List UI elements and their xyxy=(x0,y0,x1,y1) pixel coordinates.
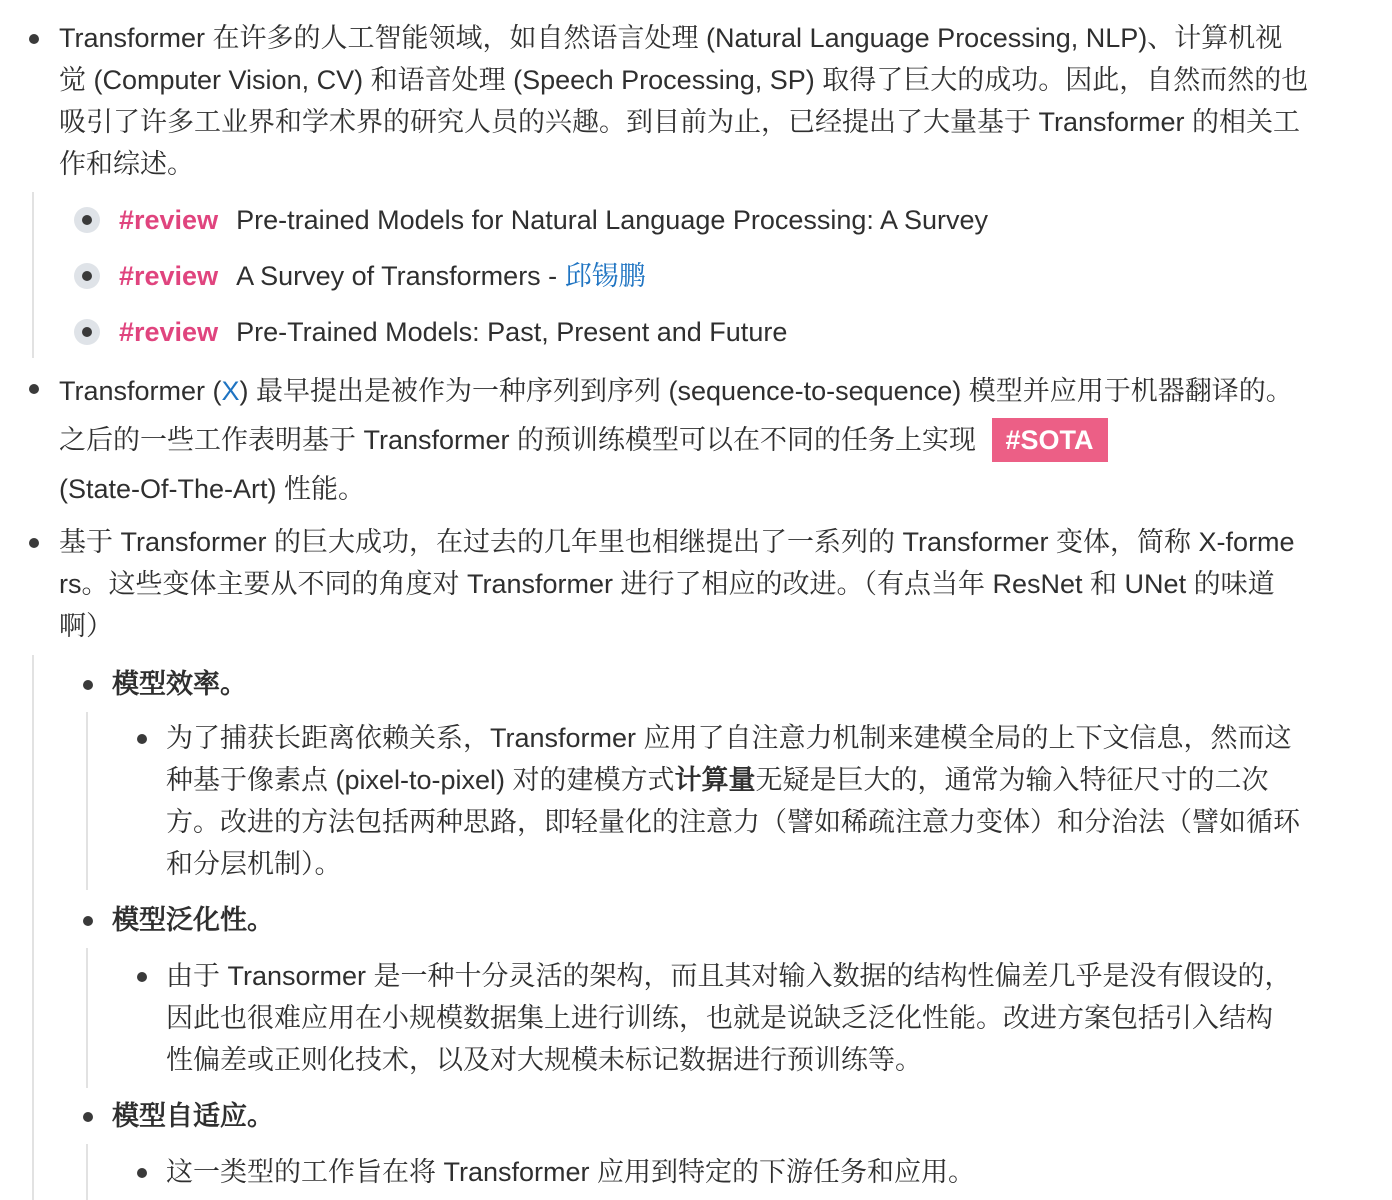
sota-tag[interactable]: #SOTA xyxy=(992,418,1108,462)
bullet-efficiency-detail xyxy=(137,734,147,744)
bullet-section-generalization xyxy=(83,916,93,926)
review-tag-1[interactable]: #review xyxy=(119,205,219,235)
efficiency-text-post: 无疑是巨大的，通常为输入特征尺寸的二次方。改进的方法包括两种思路，即轻量化的注意力（譬如稀疏注意力变体）和分治法（譬如循环和分层机制）。 xyxy=(166,765,1300,879)
bullet-generalization-detail xyxy=(137,972,147,982)
section-heading-efficiency: 模型效率。 xyxy=(112,669,247,699)
bullet-section-adaptation xyxy=(83,1112,93,1122)
variants-paragraph: 基于 Transformer 的巨大成功，在过去的几年里也相继提出了一系列的 Transformer 变体，简称 X-formers。这些变体主要从不同的角度对 Transformer 进行了相应的改进。（有点当年 ResNet 和 UNet 的味道啊） xyxy=(59,527,1295,641)
indent-guide-efficiency xyxy=(86,712,88,890)
todo-bullet-review-1[interactable] xyxy=(74,207,100,233)
indent-guide-reviews xyxy=(32,192,34,358)
review-tag-2[interactable]: #review xyxy=(119,261,219,291)
generalization-paragraph: 由于 Transormer 是一种十分灵活的架构，而且其对输入数据的结构性偏差几乎是没有假设的，因此也很难应用在小规模数据集上进行训练，也就是说缺乏泛化性能。改进方案包括引入结构性偏差或正则化技术，以及对大规模未标记数据进行预训练等。 xyxy=(166,961,1292,1075)
bullet-section-efficiency xyxy=(83,680,93,690)
review-tag-3[interactable]: #review xyxy=(119,317,219,347)
bullet-adaptation-detail xyxy=(137,1168,147,1178)
section-heading-adaptation: 模型自适应。 xyxy=(112,1101,274,1131)
indent-guide-adaptation xyxy=(86,1144,88,1200)
review-item-1 xyxy=(119,199,988,241)
efficiency-text-pre: 为了捕获长距离依赖关系，Transformer 应用了自注意力机制来建模全局的上下文信息，然而这种基于像素点 (pixel-to-pixel) 对的建模方式 xyxy=(166,723,1292,795)
intro-paragraph: Transformer 在许多的人工智能领域，如自然语言处理 (Natural Language Processing, NLP)、计算机视觉 (Computer Vision, CV) 和语音处理 (Speech Processing, SP) 取得了巨大的成功。因此，自然而然的也吸引了许多工业界和学术界的研究人员的兴趣。到目前为止，已经提出了大量基于 Transformer 的相关工作和综述。 xyxy=(59,23,1309,179)
review-item-3 xyxy=(119,311,787,353)
origin-text-1: Transformer ( xyxy=(59,376,222,406)
review-item-2 xyxy=(119,255,646,297)
indent-guide-sections xyxy=(32,655,34,1200)
review-author-link[interactable]: 邱锡鹏 xyxy=(564,261,646,291)
origin-text-3: (State-Of-The-Art) 性能。 xyxy=(59,474,366,504)
review-title-2: A Survey of Transformers - xyxy=(236,261,565,291)
adaptation-paragraph: 这一类型的工作旨在将 Transformer 应用到特定的下游任务和应用。 xyxy=(166,1157,976,1187)
todo-bullet-review-3[interactable] xyxy=(74,319,100,345)
review-title-1: Pre-trained Models for Natural Language Processing: A Survey xyxy=(236,205,988,235)
bullet-intro xyxy=(29,34,39,44)
section-heading-generalization: 模型泛化性。 xyxy=(112,905,274,935)
efficiency-paragraph xyxy=(166,717,1306,885)
review-title-3: Pre-Trained Models: Past, Present and Future xyxy=(236,317,788,347)
origin-link-x[interactable]: X xyxy=(221,376,240,406)
todo-bullet-review-2[interactable] xyxy=(74,263,100,289)
indent-guide-generalization xyxy=(86,948,88,1088)
efficiency-text-bold: 计算量 xyxy=(674,765,756,795)
origin-text-2: ) 最早提出是被作为一种序列到序列 (sequence-to-sequence) 模型并应用于机器翻译的。之后的一些工作表明基于 Transformer 的预训练模型可以在不同的任务上实现 xyxy=(59,376,1293,455)
bullet-origin xyxy=(29,384,39,394)
origin-paragraph xyxy=(59,367,1309,514)
bullet-variants xyxy=(29,538,39,548)
